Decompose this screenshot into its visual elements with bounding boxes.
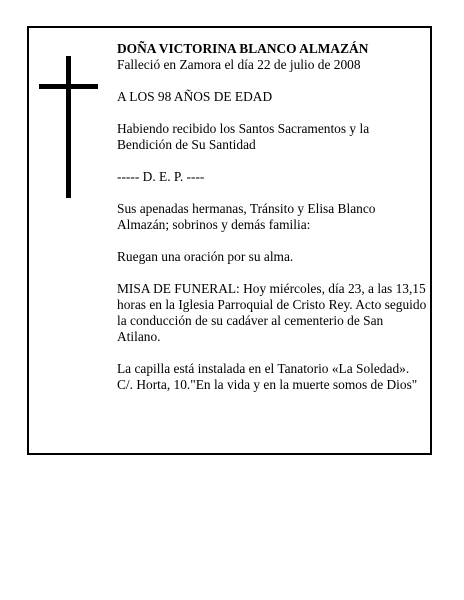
sacraments-line: Habiendo recibido los Santos Sacramentos y la Bendición de Su Santidad bbox=[117, 121, 370, 152]
cross-vertical-bar bbox=[66, 56, 71, 198]
funeral-line: MISA DE FUNERAL: Hoy miércoles, día 23, a las 13,15 horas en la Iglesia Parroquial de Cristo Rey. Acto seguido la conducción de su cadáver al cementerio de San Atilano. bbox=[117, 281, 427, 344]
chapel-line: La capilla está instalada en el Tanatorio «La Soledad». C/. Horta, 10."En la vida y en la muerte somos de Dios" bbox=[117, 361, 418, 392]
age-line: A LOS 98 AÑOS DE EDAD bbox=[117, 89, 273, 104]
obituary-notice bbox=[27, 26, 432, 455]
notice-text bbox=[117, 41, 427, 393]
rip-line: ----- D. E. P. ---- bbox=[117, 169, 205, 184]
deceased-name: DOÑA VICTORINA BLANCO ALMAZÁN bbox=[117, 41, 369, 56]
cross-horizontal-bar bbox=[39, 84, 98, 89]
death-line: Falleció en Zamora el día 22 de julio de 2008 bbox=[117, 57, 361, 72]
mourners-line: Sus apenadas hermanas, Tránsito y Elisa Blanco Almazán; sobrinos y demás familia: bbox=[117, 201, 376, 232]
prayer-line: Ruegan una oración por su alma. bbox=[117, 249, 294, 264]
